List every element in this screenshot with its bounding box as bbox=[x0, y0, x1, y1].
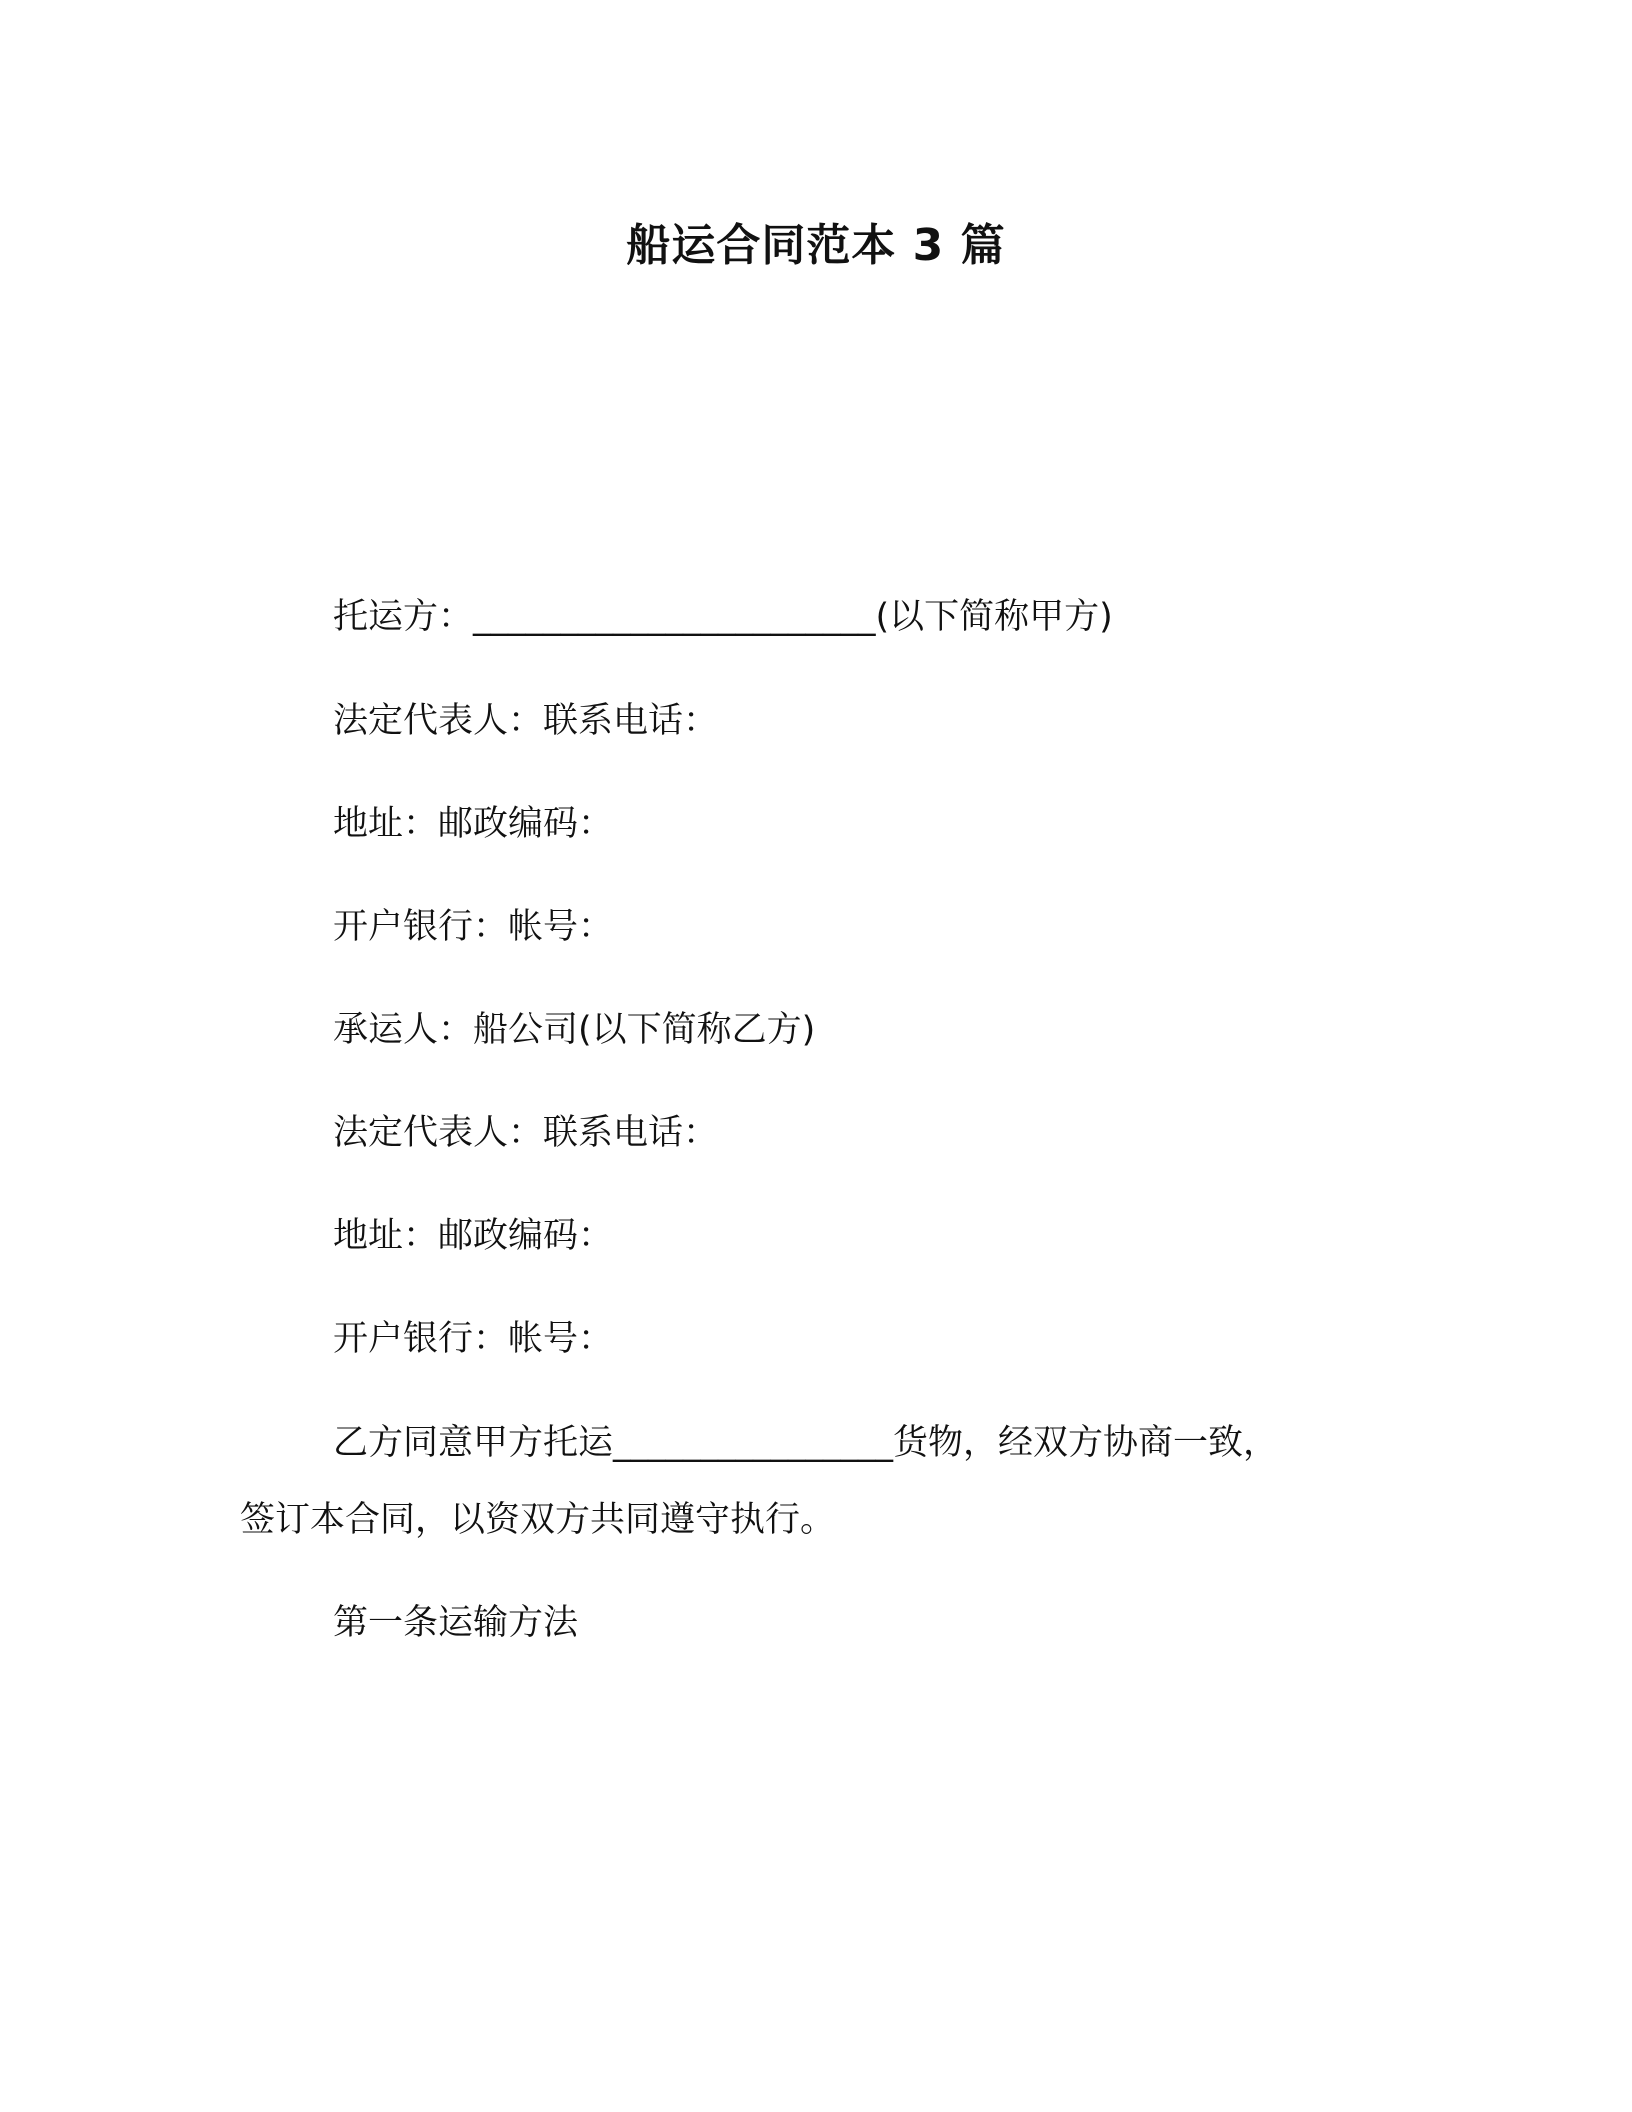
document-title: 船运合同范本 3 篇 bbox=[626, 220, 1006, 271]
carrier-line: 承运人：船公司(以下简称乙方) bbox=[333, 1010, 816, 1050]
carrier-address-line: 地址：邮政编码： bbox=[333, 1216, 614, 1256]
shipper-line: 托运方：_______________________(以下简称甲方) bbox=[333, 597, 1113, 637]
carrier-bank-line: 开户银行：帐号： bbox=[333, 1319, 614, 1359]
carrier-representative-line: 法定代表人：联系电话： bbox=[333, 1113, 719, 1153]
agreement-paragraph-line-2: 签订本合同，以资双方共同遵守执行。 bbox=[240, 1500, 836, 1540]
shipper-representative-line: 法定代表人：联系电话： bbox=[333, 701, 719, 741]
article-one-heading: 第一条运输方法 bbox=[333, 1603, 579, 1643]
shipper-bank-line: 开户银行：帐号： bbox=[333, 907, 614, 947]
shipper-address-line: 地址：邮政编码： bbox=[333, 804, 614, 844]
agreement-paragraph-line-1: 乙方同意甲方托运________________货物，经双方协商一致， bbox=[333, 1423, 1279, 1463]
